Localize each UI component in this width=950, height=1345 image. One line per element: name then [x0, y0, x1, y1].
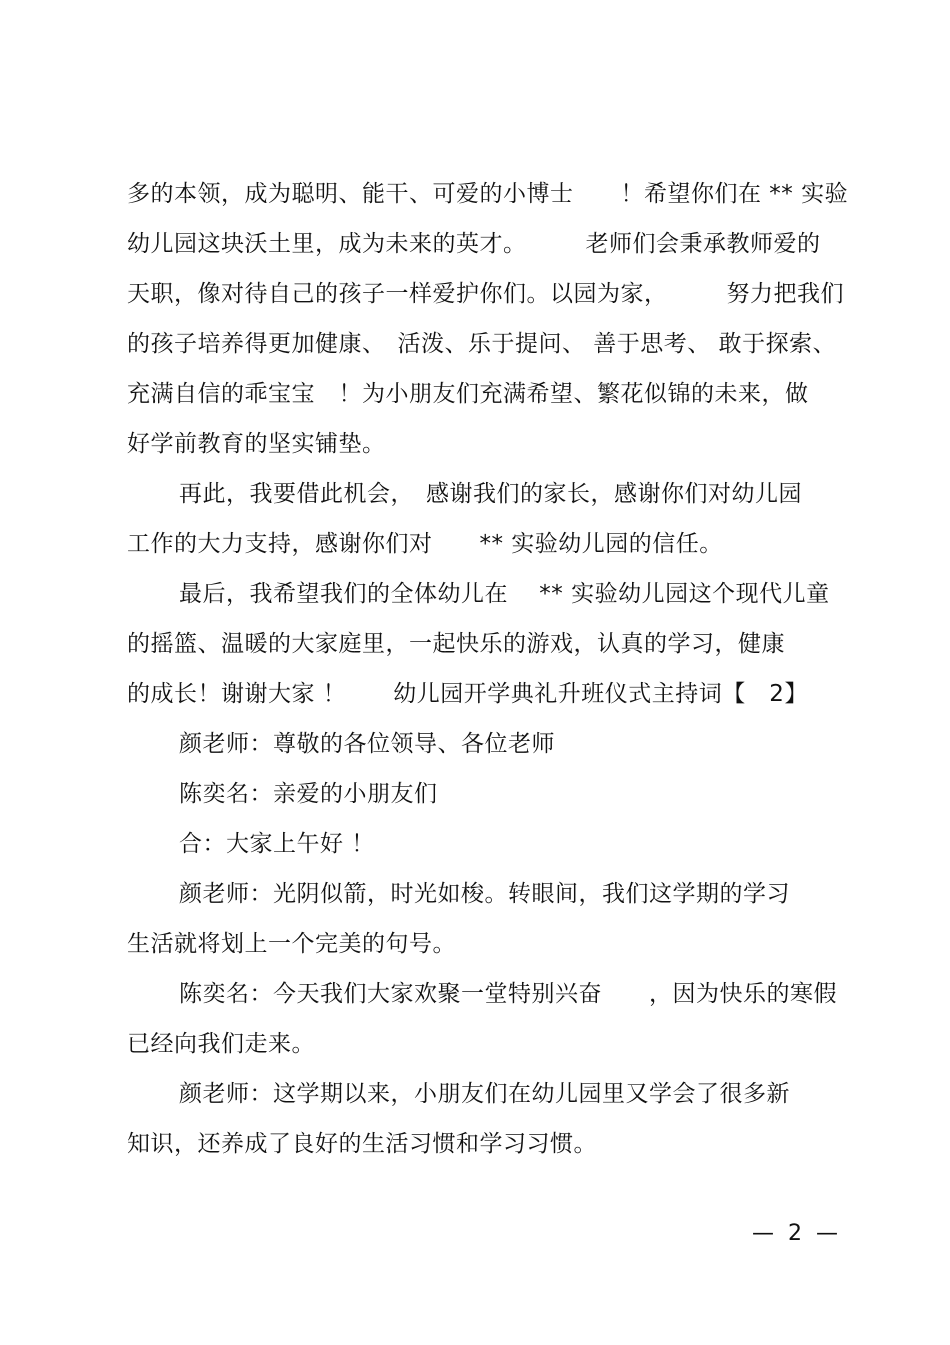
- text-line-18: 已经向我们走来。: [127, 1031, 315, 1057]
- text-line-14: 合：大家上午好 ！: [179, 831, 375, 857]
- text-line-16: 生活就将划上一个完美的句号。: [127, 931, 456, 957]
- text-line-19: 颜老师：这学期以来，小朋友们在幼儿园里又学会了很多新: [179, 1081, 790, 1107]
- text-line-8: 工作的大力支持，感谢你们对 ** 实验幼儿园的信任。: [127, 531, 723, 557]
- text-line-7: 再此，我要借此机会， 感谢我们的家长，感谢你们对幼儿园: [179, 481, 802, 507]
- text-line-11: 的成长！谢谢大家 ！ 幼儿园开学典礼升班仪式主持词【 2】: [127, 681, 808, 707]
- text-line-3: 天职，像对待自己的孩子一样爱护你们。以园为家， 努力把我们: [127, 281, 844, 307]
- text-line-1: 多的本领，成为聪明、能干、可爱的小博士 ！希望你们在 ** 实验: [127, 181, 849, 207]
- text-line-9: 最后，我希望我们的全体幼儿在 ** 实验幼儿园这个现代儿童: [179, 581, 830, 607]
- text-line-6: 好学前教育的坚实铺垫。: [127, 431, 386, 457]
- text-line-15: 颜老师：光阴似箭，时光如梭。转眼间，我们这学期的学习: [179, 881, 790, 907]
- text-line-13: 陈奕名：亲爱的小朋友们: [179, 781, 438, 807]
- text-line-2: 幼儿园这块沃土里，成为未来的英才。 老师们会秉承教师爱的: [127, 231, 821, 257]
- text-line-4: 的孩子培养得更加健康、 活泼、乐于提问、 善于思考、 敢于探索、: [127, 331, 837, 357]
- text-line-17: 陈奕名：今天我们大家欢聚一堂特别兴奋 ，因为快乐的寒假: [179, 981, 837, 1007]
- text-line-20: 知识，还养成了良好的生活习惯和学习习惯。: [127, 1131, 597, 1157]
- page-number: — 2 —: [752, 1221, 838, 1246]
- text-line-12: 颜老师：尊敬的各位领导、各位老师: [179, 731, 555, 757]
- text-line-10: 的摇篮、温暖的大家庭里，一起快乐的游戏，认真的学习，健康: [127, 631, 785, 657]
- text-line-5: 充满自信的乖宝宝 ！为小朋友们充满希望、繁花似锦的未来，做: [127, 381, 809, 407]
